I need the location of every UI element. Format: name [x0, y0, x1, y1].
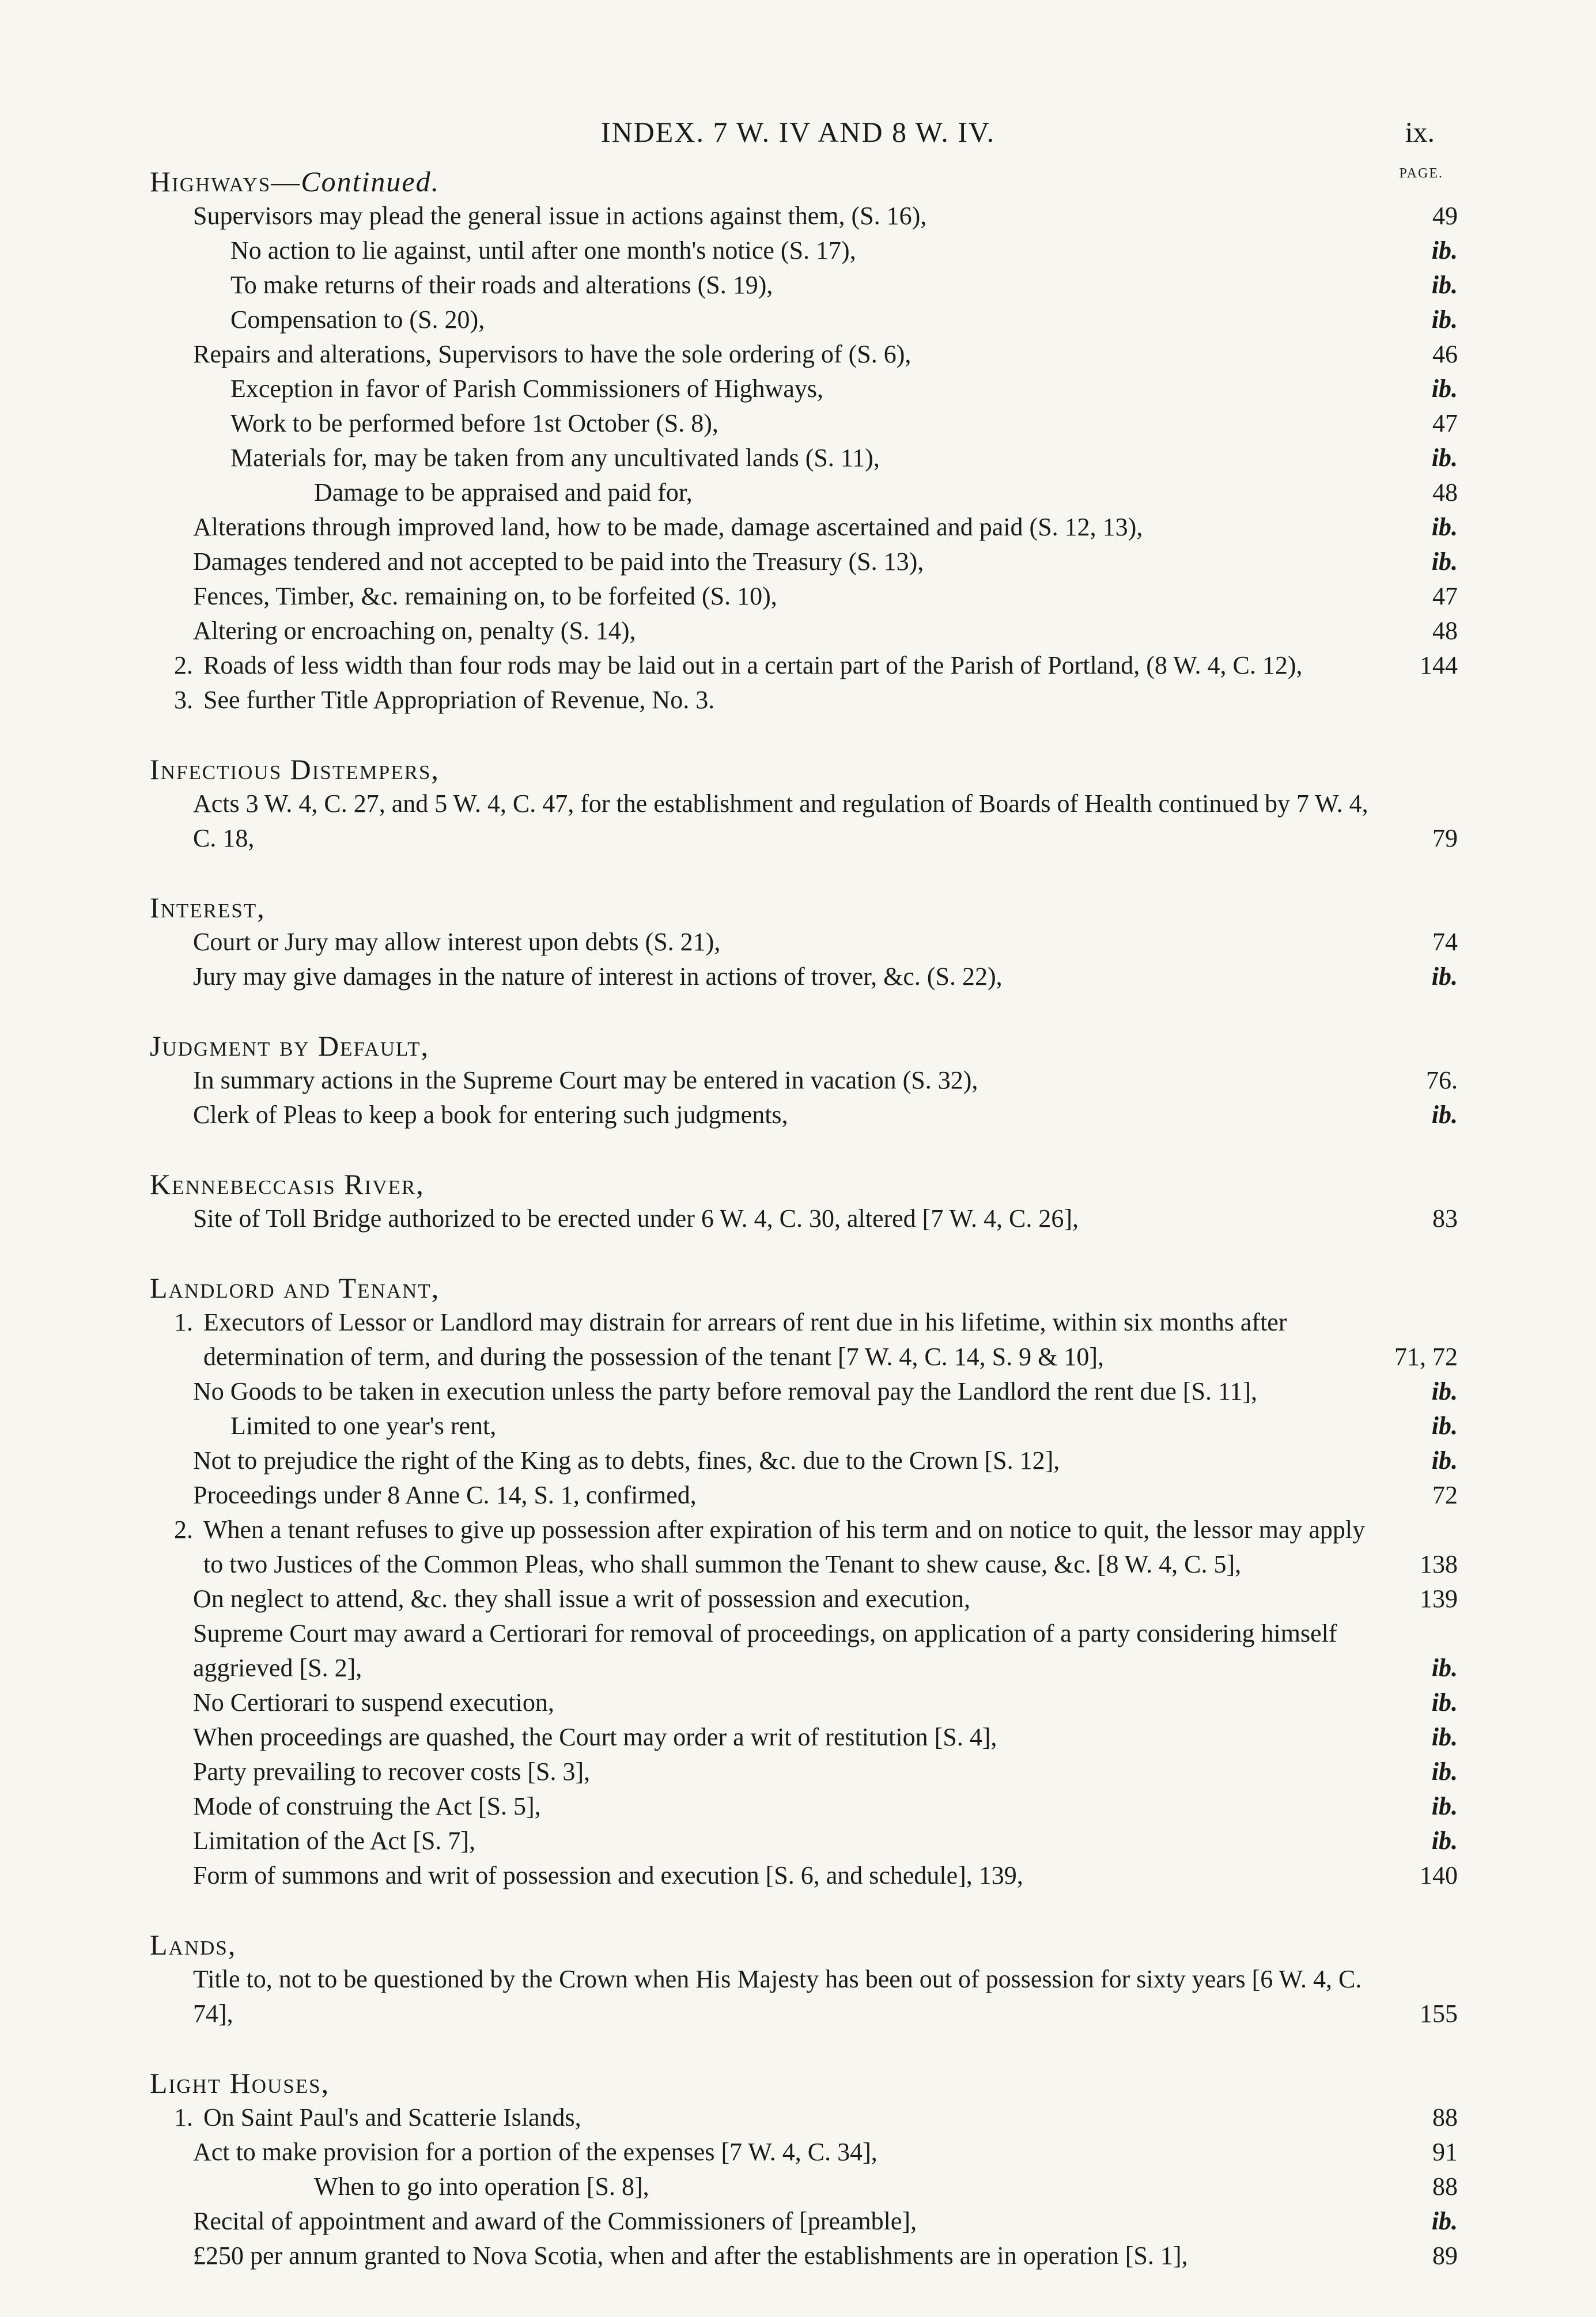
entry-text: In summary actions in the Supreme Court may be entered in vacation (S. 32),: [193, 1066, 978, 1094]
entry-text: Limited to one year's rent,: [230, 1412, 497, 1440]
index-section: [150, 890, 1458, 994]
entry-text-wrap: [150, 1063, 1371, 1098]
entry-text: Damage to be appraised and paid for,: [314, 478, 693, 507]
index-entry: [150, 545, 1458, 579]
entry-text-wrap: [150, 1824, 1371, 1858]
entry-text-wrap: [150, 1755, 1371, 1789]
entry-text: Fences, Timber, &c. remaining on, to be forfeited (S. 10),: [193, 582, 777, 610]
index-entry: [150, 2169, 1458, 2204]
entry-text-wrap: [150, 372, 1371, 406]
entry-text-wrap: [150, 1374, 1371, 1409]
entry-text-wrap: [150, 787, 1371, 856]
index-entry: [150, 337, 1458, 372]
entry-page: 139: [1420, 1585, 1458, 1613]
entry-text: Act to make provision for a portion of the expenses [7 W. 4, C. 34],: [193, 2138, 878, 2166]
entry-page: 79: [1432, 824, 1458, 852]
entry-text-wrap: [150, 1582, 1371, 1616]
entry-text-wrap: [150, 510, 1371, 545]
entry-text: Not to prejudice the right of the King as to debts, fines, &c. due to the Crown [S. 12],: [193, 1446, 1060, 1475]
entry-text-wrap: [150, 1201, 1371, 1236]
entry-page: 76.: [1426, 1066, 1458, 1094]
entry-text: On neglect to attend, &c. they shall issue a writ of possession and execution,: [193, 1585, 971, 1613]
section-heading-text: Interest,: [150, 891, 266, 924]
entry-page: ib.: [1431, 236, 1458, 264]
index-section: [150, 752, 1458, 856]
entry-text: Proceedings under 8 Anne C. 14, S. 1, confirmed,: [193, 1481, 697, 1509]
entry-text: Acts 3 W. 4, C. 27, and 5 W. 4, C. 47, for the establishment and regulation of Boards of Health continued by 7 W. 4, C. 18,: [193, 789, 1368, 852]
entry-number: 1.: [174, 1308, 193, 1336]
index-entry: [150, 1755, 1458, 1789]
entry-text-wrap: [150, 1409, 1371, 1443]
index-entry: [150, 683, 1458, 717]
entry-text-wrap: [150, 475, 1371, 510]
entry-text-wrap: [150, 579, 1371, 614]
entry-text-wrap: [150, 199, 1371, 233]
entry-page: ib.: [1431, 1412, 1458, 1440]
entry-page: 89: [1432, 2242, 1458, 2270]
entry-page: 83: [1432, 1204, 1458, 1233]
entry-text-wrap: [150, 683, 1371, 717]
entry-page: 91: [1432, 2138, 1458, 2166]
entry-page: ib.: [1431, 1377, 1458, 1405]
index-entry: [150, 510, 1458, 545]
index-entry: [150, 2204, 1458, 2239]
entry-text: Limitation of the Act [S. 7],: [193, 1827, 476, 1855]
index-entry: [150, 303, 1458, 337]
index-entry: [150, 1616, 1458, 1685]
index-entry: [150, 2135, 1458, 2169]
entry-page: 48: [1432, 478, 1458, 507]
index-entry: [150, 268, 1458, 303]
entry-text-wrap: [150, 2100, 1371, 2135]
entry-page: ib.: [1431, 1827, 1458, 1855]
entry-text: No Goods to be taken in execution unless the party before removal pay the Landlord the rent due [S. 11],: [193, 1377, 1258, 1405]
entry-text: Supreme Court may award a Certiorari for removal of proceedings, on application of a party considering himself aggrieved [S. 2],: [193, 1619, 1337, 1682]
entry-text-wrap: [150, 1962, 1371, 2031]
entry-text-wrap: [150, 1616, 1371, 1685]
entry-page: 47: [1432, 582, 1458, 610]
index-entry: [150, 1409, 1458, 1443]
entry-text-wrap: [150, 1478, 1371, 1513]
entry-page: ib.: [1431, 513, 1458, 541]
entry-text-wrap: [150, 1443, 1371, 1478]
entry-text-wrap: [150, 545, 1371, 579]
entry-text: Form of summons and writ of possession and execution [S. 6, and schedule], 139,: [193, 1861, 1023, 1889]
entry-text: On Saint Paul's and Scatterie Islands,: [203, 2103, 581, 2131]
index-entry: [150, 925, 1458, 959]
entry-page: ib.: [1431, 375, 1458, 403]
entry-text: Alterations through improved land, how to be made, damage ascertained and paid (S. 12, 13),: [193, 513, 1143, 541]
entry-page: ib.: [1431, 1654, 1458, 1682]
entry-text: Materials for, may be taken from any uncultivated lands (S. 11),: [230, 444, 880, 472]
entry-page: ib.: [1431, 2207, 1458, 2235]
entry-text: Compensation to (S. 20),: [230, 305, 485, 334]
index-entry: [150, 1443, 1458, 1478]
index-section: [150, 1927, 1458, 2031]
entry-page: 88: [1432, 2103, 1458, 2131]
entry-text-wrap: [150, 1685, 1371, 1720]
entry-text-wrap: [150, 1858, 1371, 1893]
entry-text: Supervisors may plead the general issue in actions against them, (S. 16),: [193, 202, 927, 230]
page-header: [0, 86, 1596, 156]
entry-text-wrap: [150, 959, 1371, 994]
index-section: [150, 164, 1458, 717]
entry-text-wrap: [150, 406, 1371, 441]
section-heading: [150, 2066, 1458, 2100]
entry-page: ib.: [1431, 1101, 1458, 1129]
section-heading-text: Kennebeccasis River,: [150, 1168, 425, 1200]
entry-text: Altering or encroaching on, penalty (S. 14),: [193, 617, 636, 645]
index-section: [150, 1167, 1458, 1236]
entry-text: Executors of Lessor or Landlord may distrain for arrears of rent due in his lifetime, within six months after determination of term, and during the possession of the tenant [7 W. 4, C. 14, S. 9 & 10],: [203, 1308, 1287, 1371]
entry-page: 72: [1432, 1481, 1458, 1509]
entry-page: 46: [1432, 340, 1458, 368]
section-heading-text: Highways—: [150, 165, 301, 198]
section-heading: [150, 1271, 1458, 1305]
section-heading-suffix: Continued.: [301, 165, 440, 198]
index-entry: [150, 233, 1458, 268]
entry-page: ib.: [1431, 1723, 1458, 1751]
entry-text: Court or Jury may allow interest upon debts (S. 21),: [193, 928, 721, 956]
entry-page: ib.: [1431, 1757, 1458, 1786]
index-entry: [150, 614, 1458, 648]
entry-text: When proceedings are quashed, the Court may order a writ of restitution [S. 4],: [193, 1723, 997, 1751]
index-section: [150, 2066, 1458, 2273]
entry-text: When a tenant refuses to give up possession after expiration of his term and on notice to quit, the lessor may apply to two Justices of the Common Pleas, who shall summon the Tenant to shew cause, &c. [8 W. 4, C. 5],: [203, 1515, 1366, 1578]
entry-page: 74: [1432, 928, 1458, 956]
entry-text-wrap: [150, 648, 1371, 683]
entry-page: ib.: [1431, 1792, 1458, 1820]
index-entry: [150, 1962, 1458, 2031]
index-entry: [150, 579, 1458, 614]
entry-page: 48: [1432, 617, 1458, 645]
index-entry: [150, 1858, 1458, 1893]
page-column-label: PAGE.: [1399, 166, 1443, 181]
entry-text-wrap: [150, 925, 1371, 959]
entry-text: Party prevailing to recover costs [S. 3],: [193, 1757, 591, 1786]
index-entry: [150, 1824, 1458, 1858]
index-entry: [150, 648, 1458, 683]
index-entry: [150, 1098, 1458, 1132]
index-entry: [150, 1582, 1458, 1616]
entry-text-wrap: [150, 2135, 1371, 2169]
section-heading: [150, 890, 1458, 925]
entry-text-wrap: [150, 1098, 1371, 1132]
running-title: INDEX. 7 W. IV AND 8 W. IV.: [600, 116, 996, 148]
entry-text-wrap: [150, 233, 1371, 268]
index-entry: [150, 1720, 1458, 1755]
section-heading-text: Lands,: [150, 1929, 237, 1961]
index-entry: [150, 475, 1458, 510]
entry-number: 2.: [174, 1515, 193, 1544]
index-entry: [150, 1789, 1458, 1824]
section-heading-text: Infectious Distempers,: [150, 753, 440, 785]
index-entry: [150, 2100, 1458, 2135]
index-entry: [150, 1685, 1458, 1720]
index-entry: [150, 406, 1458, 441]
entry-text-wrap: [150, 1305, 1371, 1374]
section-heading: [150, 752, 1458, 787]
index-entry: [150, 787, 1458, 856]
index-section: [150, 1029, 1458, 1132]
entry-page: ib.: [1431, 962, 1458, 991]
entry-page: 155: [1420, 2000, 1458, 2028]
entry-page: 49: [1432, 202, 1458, 230]
page-number: ix.: [1405, 116, 1435, 148]
entry-text: £250 per annum granted to Nova Scotia, when and after the establishments are in operation [S. 1],: [193, 2242, 1188, 2270]
entry-text-wrap: [150, 1720, 1371, 1755]
section-heading: [150, 1029, 1458, 1063]
index-entry: [150, 372, 1458, 406]
index-entry: [150, 1478, 1458, 1513]
entry-page: ib.: [1431, 271, 1458, 299]
entry-page: ib.: [1431, 547, 1458, 576]
entry-text-wrap: [150, 2239, 1371, 2273]
entry-page: ib.: [1431, 444, 1458, 472]
index-entry: [150, 1201, 1458, 1236]
entry-text: Work to be performed before 1st October (S. 8),: [230, 409, 718, 437]
entry-text: See further Title Appropriation of Revenue, No. 3.: [203, 686, 715, 714]
index-entry: [150, 1063, 1458, 1098]
index-section: [150, 1271, 1458, 1893]
section-heading: [150, 1167, 1458, 1201]
section-heading-text: Landlord and Tenant,: [150, 1272, 440, 1304]
entry-text: To make returns of their roads and alterations (S. 19),: [230, 271, 773, 299]
entry-text: Damages tendered and not accepted to be paid into the Treasury (S. 13),: [193, 547, 924, 576]
entry-number: 1.: [174, 2103, 193, 2131]
entry-page: ib.: [1431, 1446, 1458, 1475]
section-heading: [150, 164, 1458, 199]
entry-text-wrap: [150, 441, 1371, 475]
entry-text: Repairs and alterations, Supervisors to have the sole ordering of (S. 6),: [193, 340, 912, 368]
index-entry: [150, 1374, 1458, 1409]
index-entry: [150, 2239, 1458, 2273]
entry-text: Clerk of Pleas to keep a book for entering such judgments,: [193, 1101, 788, 1129]
section-heading: [150, 1927, 1458, 1962]
entry-number: 2.: [174, 651, 193, 679]
index-entry: [150, 1513, 1458, 1582]
entry-text-wrap: [150, 337, 1371, 372]
entry-text: Site of Toll Bridge authorized to be erected under 6 W. 4, C. 30, altered [7 W. 4, C. 26],: [193, 1204, 1079, 1233]
entry-text: No Certiorari to suspend execution,: [193, 1688, 554, 1717]
entry-text: No action to lie against, until after one month's notice (S. 17),: [230, 236, 856, 264]
entry-text-wrap: [150, 2204, 1371, 2239]
entry-page: ib.: [1431, 305, 1458, 334]
entry-page: 140: [1420, 1861, 1458, 1889]
index-entry: [150, 1305, 1458, 1374]
entry-text-wrap: [150, 614, 1371, 648]
section-heading-text: Light Houses,: [150, 2067, 330, 2099]
entry-page: 138: [1420, 1550, 1458, 1578]
entry-text: Roads of less width than four rods may be laid out in a certain part of the Parish of Portland, (8 W. 4, C. 12),: [203, 651, 1303, 679]
entry-text-wrap: [150, 268, 1371, 303]
entry-text: Jury may give damages in the nature of interest in actions of trover, &c. (S. 22),: [193, 962, 1003, 991]
entry-page: 71, 72: [1394, 1343, 1458, 1371]
section-heading-text: Judgment by Default,: [150, 1030, 430, 1062]
entry-text-wrap: [150, 1789, 1371, 1824]
entry-text-wrap: [150, 303, 1371, 337]
index-entry: [150, 959, 1458, 994]
entry-text: Exception in favor of Parish Commissioners of Highways,: [230, 375, 823, 403]
entry-text: When to go into operation [S. 8],: [314, 2172, 649, 2201]
entry-text-wrap: [150, 1513, 1371, 1582]
entry-number: 3.: [174, 686, 193, 714]
entry-page: ib.: [1431, 1688, 1458, 1717]
entry-text-wrap: [150, 2169, 1371, 2204]
entry-text: Recital of appointment and award of the Commissioners of [preamble],: [193, 2207, 917, 2235]
entry-page: 88: [1432, 2172, 1458, 2201]
index-content: [150, 164, 1458, 2308]
entry-page: 47: [1432, 409, 1458, 437]
entry-text: Mode of construing the Act [S. 5],: [193, 1792, 541, 1820]
index-entry: [150, 199, 1458, 233]
index-entry: [150, 441, 1458, 475]
entry-text: Title to, not to be questioned by the Crown when His Majesty has been out of possession for sixty years [6 W. 4, C. 74],: [193, 1965, 1362, 2028]
entry-page: 144: [1420, 651, 1458, 679]
